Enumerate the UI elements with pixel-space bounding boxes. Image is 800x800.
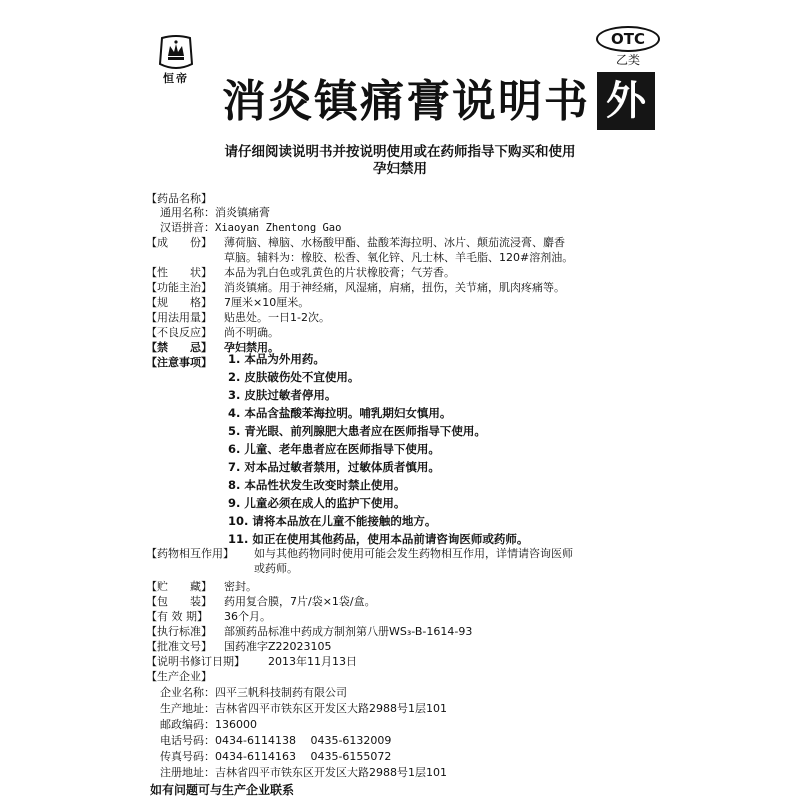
address-row: 生产地址：吉林省四平市铁东区开发区大路2988号1层101 (160, 702, 447, 715)
reg-address-row: 注册地址：吉林省四平市铁东区开发区大路2988号1层101 (160, 766, 447, 779)
storage-row: 【贮 藏】 密封。 (146, 580, 257, 593)
document-title: 消炎镇痛膏说明书 (222, 76, 590, 127)
revised-date-row: 【说明书修订日期】 2013年11月13日 (146, 655, 357, 668)
approval-row: 【批准文号】 国药准字Z22023105 (146, 640, 332, 653)
ingredients-row-2: 草脑。辅料为：橡胶、松香、氧化锌、凡士林、羊毛脂、120#溶剂油。 (224, 251, 574, 264)
precaution-item: 6. 儿童、老年患者应在医师指导下使用。 (228, 442, 440, 456)
fax-row: 传真号码：0434-6114163 0435-6155072 (160, 750, 392, 763)
validity-row: 【有 效 期】 36个月。 (146, 610, 271, 623)
spec-row: 【规 格】 7厘米×10厘米。 (146, 296, 310, 309)
postal-row: 邮政编码：136000 (160, 718, 257, 731)
drug-name-heading: 【药品名称】 (146, 192, 212, 205)
read-notice: 请仔细阅读说明书并按说明使用或在药师指导下购买和使用 (224, 144, 576, 160)
interaction-row: 【药物相互作用】 如与其他药物同时使用可能会发生药物相互作用，详情请咨询医师 (146, 547, 573, 560)
standard-row: 【执行标准】 部颁药品标准中药成方制剂第八册WS₃-B-1614-93 (146, 625, 473, 638)
external-use-badge: 外 (597, 72, 655, 130)
interaction-row-2: 或药师。 (254, 562, 298, 575)
usage-row: 【用法用量】 贴患处。一日1-2次。 (146, 311, 330, 324)
precaution-item: 10. 请将本品放在儿童不能接触的地方。 (228, 514, 437, 528)
precaution-item: 2. 皮肤破伤处不宜使用。 (228, 370, 360, 384)
precaution-item: 11. 如正在使用其他药品，使用本品前请咨询医师或药师。 (228, 532, 529, 546)
phone-row: 电话号码：0434-6114138 0435-6132009 (160, 734, 392, 747)
precaution-item: 7. 对本品过敏者禁用，过敏体质者慎用。 (228, 460, 440, 474)
pinyin-row: 汉语拼音：Xiaoyan Zhentong Gao (160, 221, 342, 234)
precaution-item: 1. 本品为外用药。 (228, 352, 325, 366)
otc-class-label: 乙类 (615, 53, 640, 67)
contraindication-row: 【禁 忌】 孕妇禁用。 (146, 341, 279, 354)
package-row: 【包 装】 药用复合膜，7片/袋×1袋/盒。 (146, 595, 376, 608)
precaution-item: 3. 皮肤过敏者停用。 (228, 388, 337, 402)
properties-row: 【性 状】 本品为乳白色或乳黄色的片状橡胶膏；气芳香。 (146, 266, 455, 279)
contact-note: 如有问题可与生产企业联系 (150, 783, 295, 797)
function-row: 【功能主治】 消炎镇痛。用于神经痛，风湿痛，肩痛，扭伤，关节痛，肌肉疼痛等。 (146, 281, 565, 294)
ingredients-row: 【成 份】 薄荷脑、樟脑、水杨酸甲酯、盐酸苯海拉明、冰片、颠茄流浸膏、麝香 (146, 236, 565, 249)
precaution-item: 4. 本品含盐酸苯海拉明。哺乳期妇女慎用。 (228, 406, 452, 420)
pregnancy-notice: 孕妇禁用 (373, 161, 427, 177)
precaution-item: 9. 儿童必须在成人的监护下使用。 (228, 496, 406, 510)
precaution-item: 8. 本品性状发生改变时禁止使用。 (228, 478, 406, 492)
otc-badge: OTC (596, 26, 660, 52)
generic-name-row: 通用名称：消炎镇痛膏 (160, 206, 270, 219)
company-row: 企业名称：四平三帆科技制药有限公司 (160, 686, 347, 699)
precaution-item: 5. 青光眼、前列腺肥大患者应在医师指导下使用。 (228, 424, 486, 438)
adverse-row: 【不良反应】 尚不明确。 (146, 326, 279, 339)
logo-text: 恒帝 (163, 72, 189, 85)
manufacturer-heading: 【生产企业】 (146, 670, 212, 683)
precautions-heading: 【注意事项】 (146, 356, 212, 369)
